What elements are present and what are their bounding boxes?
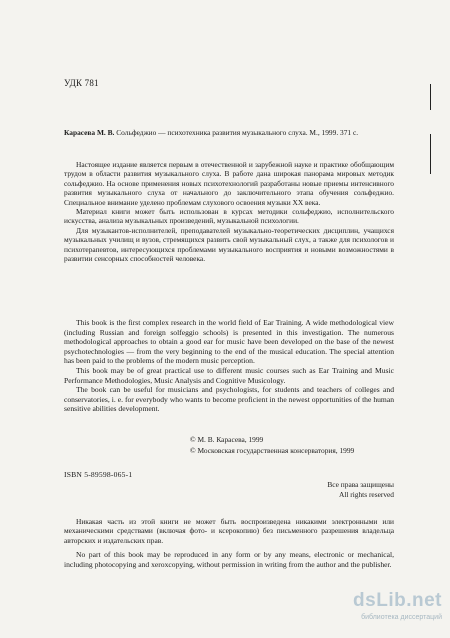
copyright-notice-ru bbox=[64, 517, 394, 545]
notice-ru-text: Никакая часть из этой книги не может быть воспроизведена никакими электронными или механическими средствами (включая фото- и ксерокопию) без письменного разрешения владельца авторских и издательских прав. bbox=[64, 517, 394, 545]
ru-abstract-paragraph: Материал книги может быть использован в курсах методики сольфеджио, исполнительского искусства, анализа музыкальных произведений, музыкальной психологии. bbox=[64, 207, 394, 226]
copyright-notice-en bbox=[64, 550, 394, 570]
watermark-logo: dsLib.net bbox=[353, 590, 442, 611]
bibliographic-citation bbox=[64, 128, 394, 137]
notice-en-text: No part of this book may be reproduced in any form or by any means, electronic or mechanical, including photocopying and xeroxcopying, without permission in writing from the author and the publisher. bbox=[64, 550, 394, 569]
dslib-watermark bbox=[346, 590, 446, 630]
en-abstract-paragraph: This book is the first complex research in the world field of Ear Training. A wide methodological view (including Russian and foreign solfeggio schools) is presented in this investigation. The numerous methodological approaches to obtain a good ear for music have been developed on the base of the newest psychotechnologies — from the very beginning to the end of the musical education. The special attention has been paid to the problems of the modern music perception. bbox=[64, 318, 394, 366]
rights-line: Все права защищены bbox=[327, 480, 394, 489]
russian-abstract bbox=[64, 160, 394, 263]
margin-line-middle bbox=[430, 134, 431, 174]
english-abstract bbox=[64, 318, 394, 414]
isbn: ISBN 5-89598-065-1 bbox=[64, 470, 133, 479]
copyright-line: © Московская государственная консерватория, 1999 bbox=[190, 445, 355, 455]
citation-author: Карасева М. В. bbox=[64, 128, 115, 137]
en-abstract-paragraph: This book may be of great practical use to different music courses such as Ear Training and Music Performance Methodologies, Music Analysis and Cognitive Musicology. bbox=[64, 365, 394, 385]
en-abstract-paragraph: The book can be useful for musicians and psychologists, for students and teachers of colleges and conservatories, i. e. for everybody who wants to become proficient in the newest opportunities of the human sensitive abilities development. bbox=[64, 385, 394, 414]
ru-abstract-paragraph: Для музыкантов-исполнителей, преподавателей музыкально-теоретических дисциплин, учащихся музыкальных училищ и вузов, стремящихся развить свой музыкальный слух, а также для психологов и психотерапевтов, интересующихся проблемами музыкального восприятия и новыми возможностями в развитии сенсорных способностей человека. bbox=[64, 225, 394, 264]
citation-rest: Сольфеджио — психотехника развития музыкального слуха. М., 1999. 371 с. bbox=[114, 128, 359, 137]
copyright-block bbox=[190, 435, 354, 456]
watermark-subtitle: библиотека диссертаций bbox=[361, 614, 442, 621]
ru-abstract-paragraph: Настоящее издание является первым в отечественной и зарубежной науке и практике обобщающим трудом в области развития музыкального слуха. В работе дана широкая панорама мировых методик сольфеджио. На основе применения новых психотехнологий разработаны новые приемы интенсивного развития музыкального слуха от начального до заключительного этапа обучения сольфеджио. Специальное внимание уделено проблемам слухового освоения музыки XX века. bbox=[64, 160, 394, 207]
rights-line: All rights reserved bbox=[338, 489, 394, 499]
margin-line-top bbox=[430, 84, 431, 110]
rights-reserved bbox=[327, 480, 394, 499]
udk-code: УДК 781 bbox=[64, 78, 99, 88]
copyright-line: © М. В. Карасева, 1999 bbox=[190, 435, 264, 444]
